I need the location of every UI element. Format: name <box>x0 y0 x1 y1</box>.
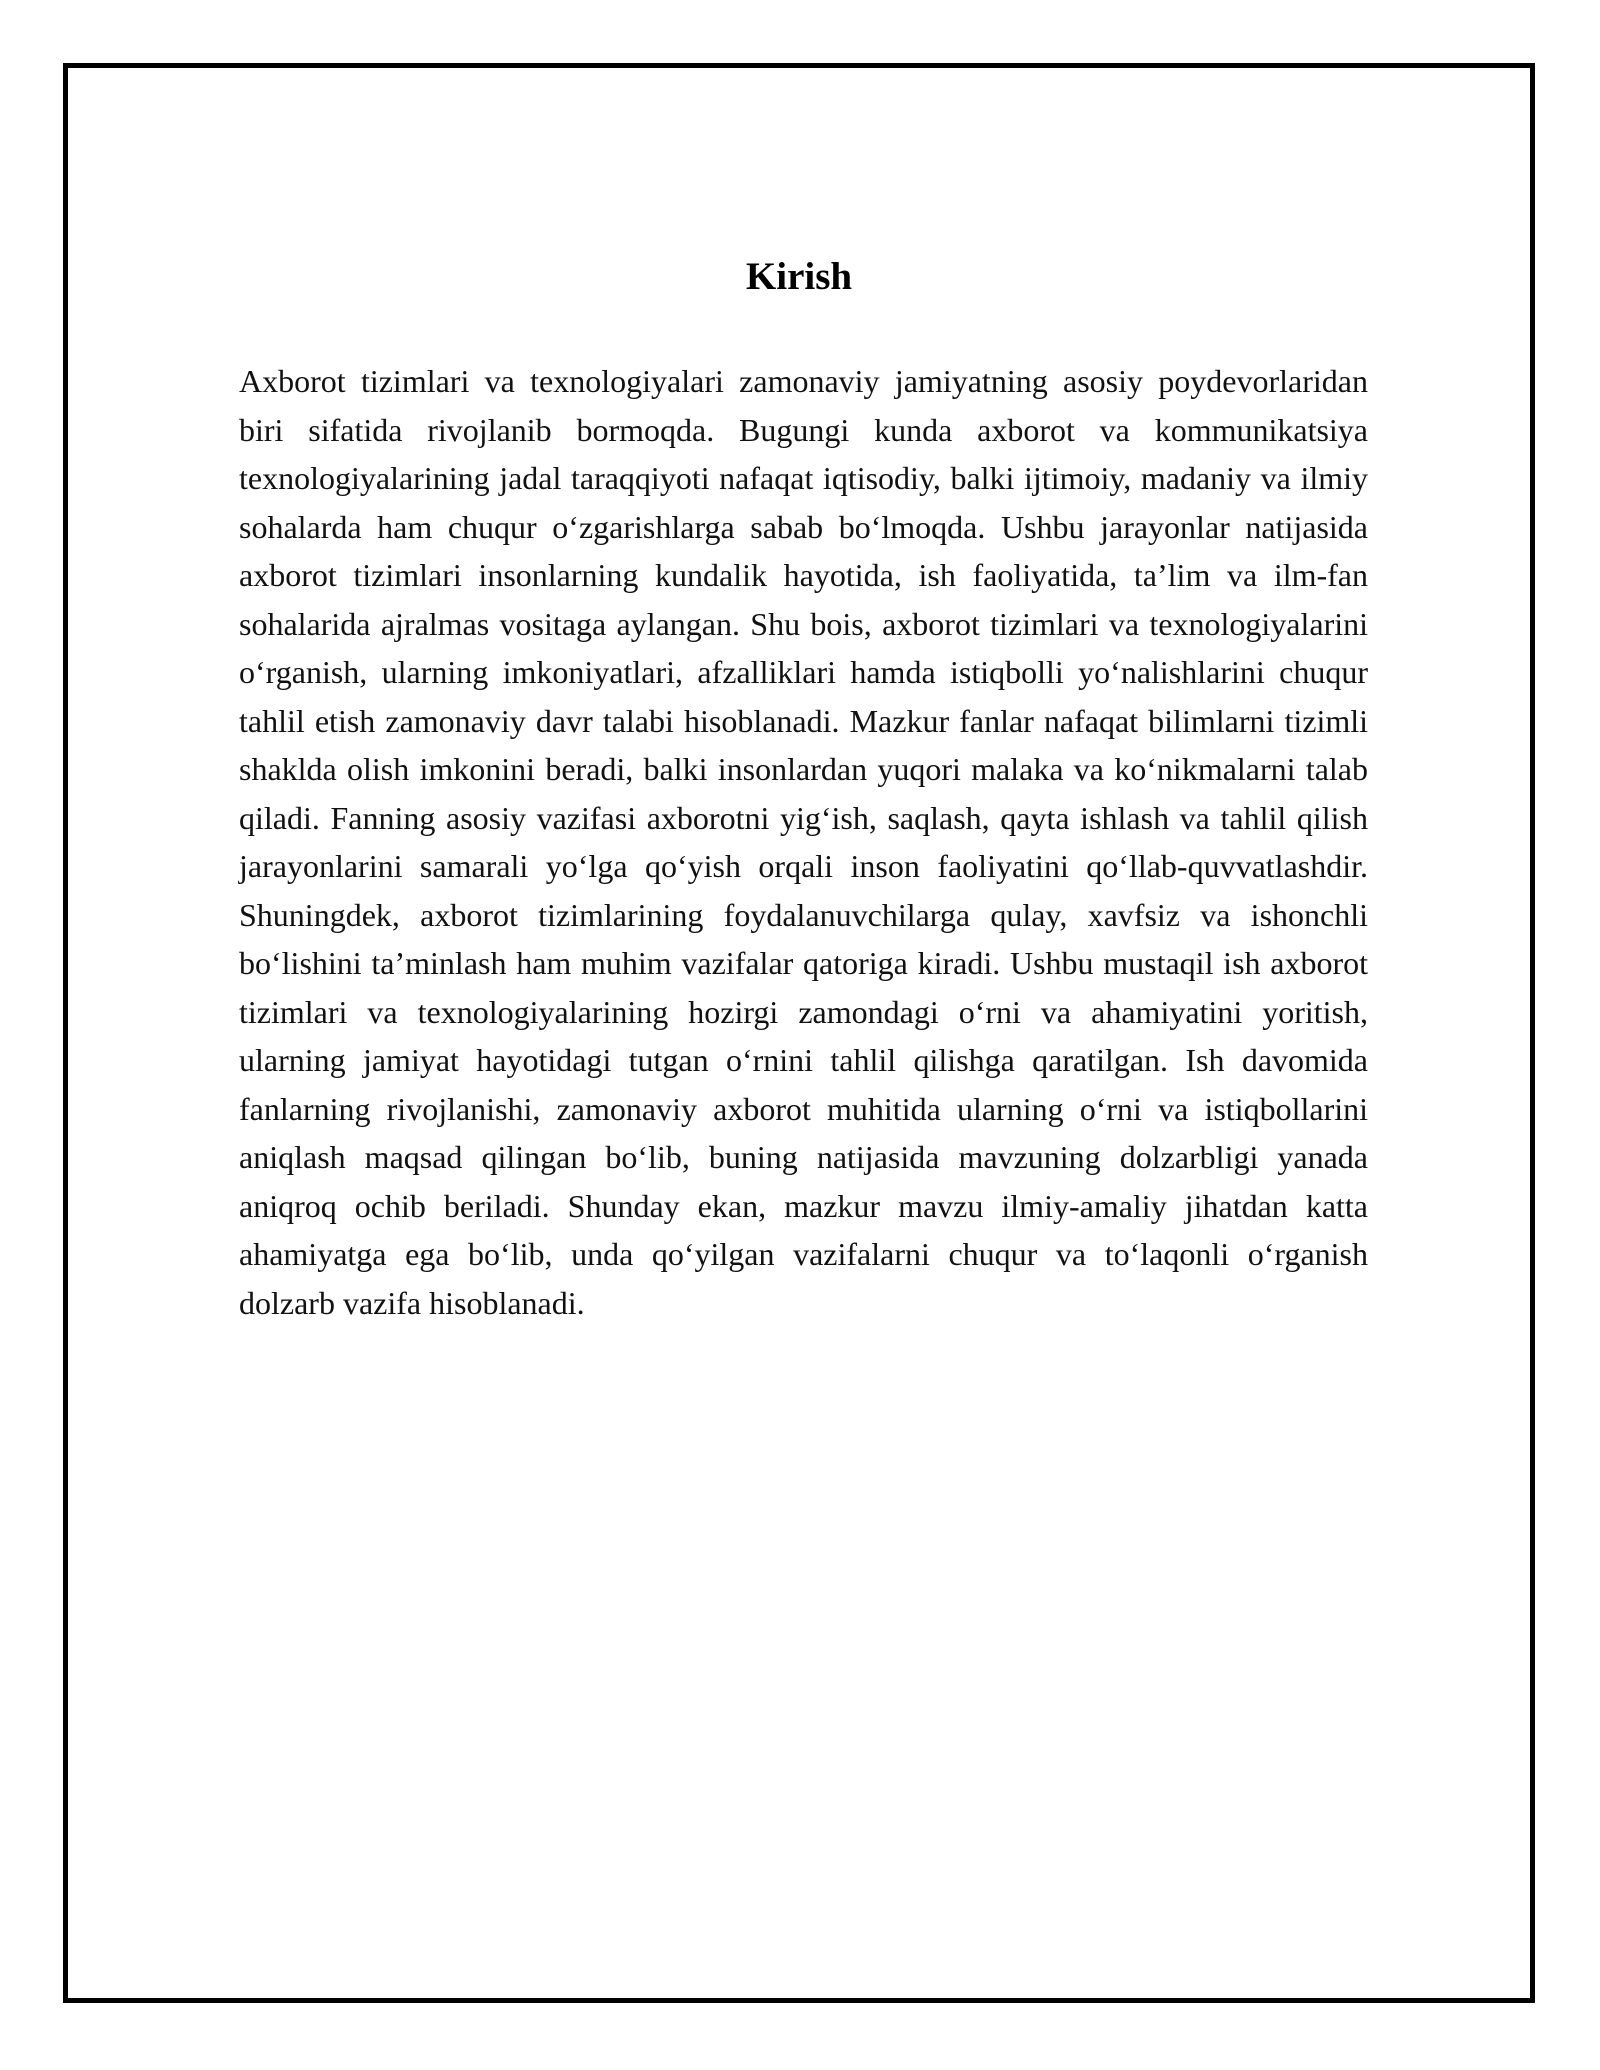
body-paragraph: Axborot tizimlari va texnologiyalari zamonaviy jamiyatning asosiy poydevorlaridan biri sifatida rivojlanib bormoqda. Bugungi kunda axborot va kommunikatsiya texnologiyalarining jadal taraqqiyoti nafaqat iqtisodiy, balki ijtimoiy, madaniy va ilmiy sohalarda ham chuqur o‘zgarishlarga sabab bo‘lmoqda. Ushbu jarayonlar natijasida axborot tizimlari insonlarning kundalik hayotida, ish faoliyatida, ta’lim va ilm-fan sohalarida ajralmas vositaga aylangan. Shu bois, axborot tizimlari va texnologiyalarini o‘rganish, ularning imkoniyatlari, afzalliklari hamda istiqbolli yo‘nalishlarini chuqur tahlil etish zamonaviy davr talabi hisoblanadi. Mazkur fanlar nafaqat bilimlarni tizimli shaklda olish imkonini beradi, balki insonlardan yuqori malaka va ko‘nikmalarni talab qiladi. Fanning asosiy vazifasi axborotni yig‘ish, saqlash, qayta ishlash va tahlil qilish jarayonlarini samarali yo‘lga qo‘yish orqali inson faoliyatini qo‘llab-quvvatlashdir. Shuningdek, axborot tizimlarining foydalanuvchilarga qulay, xavfsiz va ishonchli bo‘lishini ta’minlash ham muhim vazifalar qatoriga kiradi. Ushbu mustaqil ish axborot tizimlari va texnologiyalarining hozirgi zamondagi o‘rni va ahamiyatini yoritish, ularning jamiyat hayotidagi tutgan o‘rnini tahlil qilishga qaratilgan. Ish davomida fanlarning rivojlanishi, zamonaviy axborot muhitida ularning o‘rni va istiqbollarini aniqlash maqsad qilingan bo‘lib, buning natijasida mavzuning dolzarbligi yanada aniqroq ochib beriladi. Shunday ekan, mazkur mavzu ilmiy-amaliy jihatdan katta ahamiyatga ega bo‘lib, unda qo‘yilgan vazifalarni chuqur va to‘laqonli o‘rganish dolzarb vazifa hisoblanadi. <box>239 363 1368 1321</box>
page-frame <box>63 63 1535 2003</box>
page-title: Kirish <box>745 255 853 298</box>
